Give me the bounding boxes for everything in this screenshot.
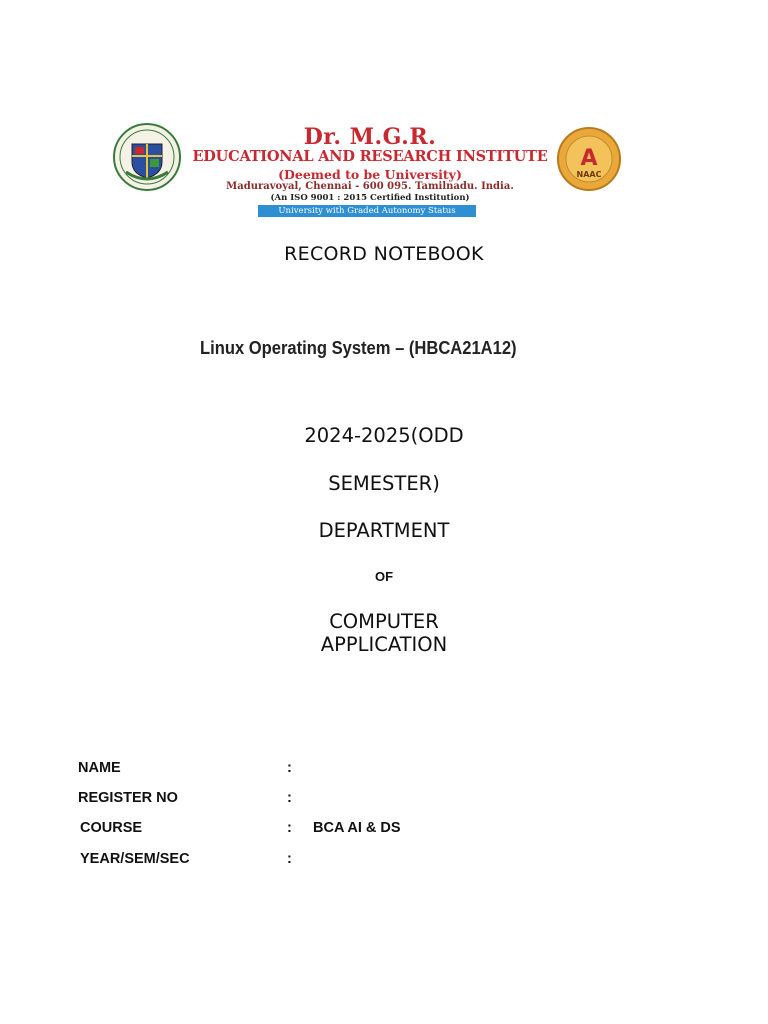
naac-seal-icon	[556, 126, 622, 192]
department-name-line2: APPLICATION	[320, 633, 448, 656]
year-sem-sec-label: YEAR/SEM/SEC	[80, 851, 190, 867]
course-label: COURSE	[80, 820, 143, 836]
deemed-university-text: (Deemed to be University)	[278, 167, 462, 182]
institution-banner	[112, 118, 628, 220]
institution-name: Dr. M.G.R.	[303, 124, 437, 150]
autonomy-status-strip: University with Graded Autonomy Status	[258, 205, 476, 217]
naac-label: NAAC	[576, 170, 602, 179]
year-sem-sec-colon: :	[287, 851, 292, 867]
register-no-colon: :	[287, 790, 292, 806]
academic-year-line2: SEMESTER)	[328, 472, 440, 495]
register-no-label: REGISTER NO	[78, 790, 178, 806]
name-colon: :	[287, 760, 292, 776]
course-value: BCA AI & DS	[313, 820, 401, 836]
name-label: NAME	[78, 760, 121, 776]
academic-year-line1: 2024-2025(ODD	[304, 424, 464, 447]
department-name-line1: COMPUTER	[329, 610, 439, 633]
department-heading: DEPARTMENT	[318, 519, 450, 542]
naac-grade: A	[580, 146, 598, 171]
of-text: OF	[374, 569, 394, 584]
institution-full-name: EDUCATIONAL AND RESEARCH INSTITUTE	[192, 148, 548, 165]
subject-title: Linux Operating System – (HBCA21A12)	[200, 338, 517, 358]
iso-certification: (An ISO 9001 : 2015 Certified Institution)	[270, 193, 470, 203]
university-emblem-icon	[112, 122, 182, 192]
page-title: RECORD NOTEBOOK	[284, 243, 484, 265]
course-colon: :	[287, 820, 292, 836]
institution-address: Maduravoyal, Chennai - 600 095. Tamilnadu. India.	[226, 181, 514, 192]
